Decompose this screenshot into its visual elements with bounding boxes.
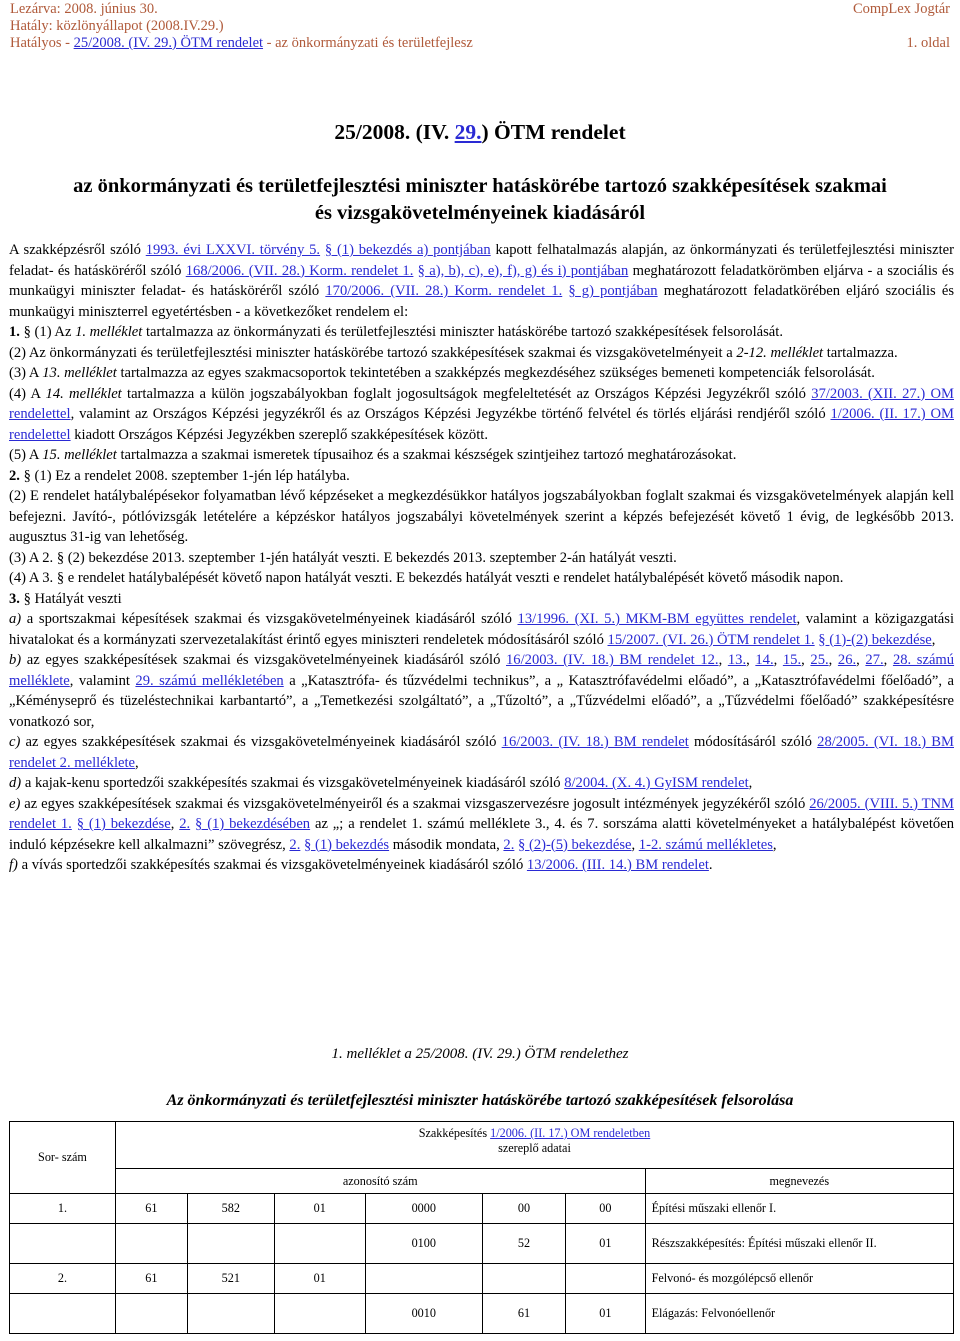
decree-link[interactable]: 15/2007. (VI. 26.) ÖTM rendelet 1. — [607, 631, 815, 648]
page-number: 1. oldal — [906, 35, 950, 51]
item-c: c) az egyes szakképesítések szakmai és vizsgakövetelményeinek kiadásáról szóló 16/2003. (IV. 18.) BM rendelet módosításáról szóló 28/2005. (VI. 18.) BM rendelet 2. melléklete, — [9, 734, 954, 771]
law-link[interactable]: 1993. évi LXXVI. törvény 5. — [145, 242, 321, 258]
decree-link[interactable]: 37/2003. (XII. 27.) OM rendelettel — [9, 385, 954, 422]
header-okj: Szakképesítés 1/2006. (II. 17.) OM rendeletben szereplő adatai — [115, 1122, 953, 1169]
section-link[interactable]: 2. — [289, 836, 301, 853]
decree-link[interactable]: 13/1996. (XI. 5.) MKM-BM együttes rendelet — [517, 611, 797, 627]
decree-link[interactable]: 26/2005. (VIII. 5.) TNM rendelet 1. — [9, 795, 954, 832]
table-row: 1. 61 582 01 0000 00 00 Építési műszaki ellenőr I. — [10, 1194, 954, 1224]
section-1-4: (4) A 14. melléklet tartalmazza a külön jogszabályokban foglalt jogosultságok megfeleltetését az Országos Képzési Jegyzékről szóló 37/2003. (XII. 27.) OM rendelettel, valamint az Országos Képzési jegyzékről és az Országos Képzési Jegyzékbe történő felvétel és törlés eljárási rendjéről szóló 1/2006. (II. 17.) OM rendelettel kiadott Országos Képzési Jegyzékben szereplő szakképesítések között. — [9, 385, 954, 443]
item-a: a) a sportszakmai képesítések szakmai és vizsgakövetelményeinek kiadásáról szóló 13/1996. (XI. 5.) MKM-BM együttes rendelet, valamint a közigazgatási hivatalokat és a kormányzati szervezetalakítást érintő egyes miniszteri rendeletek módosításáról szóló 15/2007. (VI. 26.) ÖTM rendelet 1. § (1)-(2) bekezdése, — [9, 611, 955, 648]
decree-link[interactable]: 1/2006. (II. 17.) OM rendelettel — [9, 406, 954, 443]
date-link[interactable]: 29. — [454, 120, 482, 144]
section-2-3: (3) A 2. § (2) bekezdése 2013. szeptember 1-jén hatályát veszti. E bekezdés 2013. szeptember 2-án hatályát veszti. — [9, 549, 677, 566]
decree-number: 25/2008. (IV. 29.) ÖTM rendelet — [334, 120, 626, 144]
annex-reference: 1. melléklet a 25/2008. (IV. 29.) ÖTM rendelethez — [331, 1046, 629, 1062]
decree-body — [9, 240, 954, 876]
annex-link[interactable]: 25. — [810, 652, 829, 668]
section-link[interactable]: § (1) bekezdése — [76, 816, 171, 832]
qualification-table — [9, 1121, 954, 1334]
decree-link[interactable]: 16/2003. (IV. 18.) BM rendelet 12. — [506, 652, 719, 668]
section-3: 3. § Hatályát veszti — [9, 590, 122, 607]
effective-link[interactable]: 25/2008. (IV. 29.) ÖTM rendelet — [73, 35, 264, 51]
section-link[interactable]: § (1) bekezdés a) pontjában — [324, 242, 491, 258]
section-2-2: (2) E rendelet hatálybalépésekor folyamatban lévő képzéseket a megkezdésükkor hatályos jogszabályokban foglalt szakmai és vizsgakövetelmények alapján kell befejezni. Javító-, pótlóvizsgák letételére a képzéskor hatályos jogszabályi követelmények szerint a képzés befejezését követő 1 évig, de legkésőbb 2013. augusztus 31-ig van lehetőség. — [9, 488, 954, 545]
table-header-row — [10, 1122, 954, 1169]
table-row: 2. 61 521 01 Felvonó- és mozgólépcső ellenőr — [10, 1264, 954, 1294]
section-link[interactable]: § (1) bekezdés — [304, 836, 390, 853]
page-header-right — [853, 1, 950, 52]
decree-link[interactable]: 8/2004. (X. 4.) GyISM rendelet — [564, 775, 749, 791]
header-megnevezes: megnevezés — [645, 1169, 953, 1194]
table-subheader-row — [10, 1169, 954, 1194]
closed-date: Lezárva: 2008. június 30. — [10, 1, 158, 17]
decree-link[interactable]: 168/2006. (VII. 28.) Korm. rendelet 1. — [185, 262, 414, 279]
section-2-1: 2. § (1) Ez a rendelet 2008. szeptember 1-jén lép hatályba. — [9, 467, 350, 484]
section-link[interactable]: § g) pontjában — [568, 283, 658, 299]
item-b: b) az egyes szakképesítések szakmai és vizsgakövetelményeinek kiadásáról szóló 16/2003. (IV. 18.) BM rendelet 12., 13., 14., 15., 25., 26., 27., 28. számú melléklete, valamint 29. számú mellékletében a „Katasztrófa- és tűzvédelmi technikus”, a „ Katasztrófavédelmi előadó”, a „Katasztrófavédelmi főelőadó”, a „Kéményseprő és tüzeléstechnikai karbantartó”, a „Temetkezési szolgáltató”, a „Tűzoltó”, a „Tűzvédelmi előadó”, a „Tűzvédelmi főelőadó” szakképesítésre vonatkozó sor, — [9, 652, 955, 730]
preamble: A szakképzésről szóló 1993. évi LXXVI. törvény 5. § (1) bekezdés a) pontjában kapott felhatalmazás alapján, az önkormányzati és területfejlesztési miniszter feladat- és hatásköréről szóló 168/2006. (VII. 28.) Korm. rendelet 1. § a), b), c), e), f), g) és i) pontjában meghatározott feladatkörömben eljárva - a szociális és munkaügyi miniszter feladat- és hatásköréről szóló 170/2006. (VII. 28.) Korm. rendelet 1. § g) pontjában meghatározott feladatkörében eljáró szociális és munkaügyi miniszterrel egyetértésben - a következőket rendelem el: — [9, 242, 955, 320]
section-1-5: (5) A 15. melléklet tartalmazza a szakmai ismeretek típusaihoz és a szakmai készségek szintjeihez tartozó meghatározásokat. — [9, 447, 737, 463]
section-link[interactable]: § (2)-(5) bekezdése — [518, 836, 632, 853]
item-f: f) a vívás sportedzői szakképesítés szakmai és vizsgakövetelményeinek kiadásáról szóló 13/2006. (III. 14.) BM rendelet. — [9, 857, 713, 873]
section-1-2: (2) Az önkormányzati és területfejlesztési miniszter hatáskörébe tartozó szakképesítések szakmai és vizsgakövetelményeit a 2-12. melléklet tartalmazza. — [9, 344, 898, 361]
page-header-left — [10, 1, 473, 52]
section-link[interactable]: § (1)-(2) bekezdése — [818, 631, 932, 648]
annex-link[interactable]: 29. számú mellékletében — [135, 672, 284, 689]
section-2-4: (4) A 3. § e rendelet hatálybalépését követő napon hatályát veszti. E bekezdés hatályát veszti e rendelet hatálybalépését követő második napon. — [9, 570, 844, 586]
item-d: d) a kajak-kenu sportedzői szakképesítés szakmai és vizsgakövetelményeinek kiadásáról szóló 8/2004. (X. 4.) GyISM rendelet, — [9, 775, 753, 791]
table-row: 0010 61 01 Elágazás: Felvonóellenőr — [10, 1294, 954, 1334]
annex-link[interactable]: 1-2. számú mellékletes — [638, 836, 773, 853]
header-azonosito: azonosító szám — [115, 1169, 645, 1194]
section-link[interactable]: § (1) bekezdésében — [195, 816, 311, 832]
annex-link[interactable]: 27. — [865, 652, 884, 668]
annex-link[interactable]: 13. — [727, 652, 747, 668]
section-link[interactable]: 2. — [503, 836, 515, 853]
annex-link[interactable]: 15. — [782, 652, 802, 668]
header-sorszam: Sor- szám — [10, 1122, 116, 1194]
decree-subject: az önkormányzati és területfejlesztési miniszter hatáskörébe tartozó szakképesítések szakmai és vizsgakövetelményeinek kiadásáról — [73, 175, 887, 224]
effect-state: Hatály: közlönyállapot (2008.IV.29.) — [10, 18, 224, 34]
section-1-1: 1. § (1) Az 1. melléklet tartalmazza az önkormányzati és területfejlesztési miniszter hatáskörébe tartozó szakképesítések felsorolását. — [9, 324, 783, 340]
section-link[interactable]: § a), b), c), e), f), g) és i) pontjában — [417, 262, 629, 279]
effective-line: Hatályos - 25/2008. (IV. 29.) ÖTM rendelet - az önkormányzati és területfejlesz — [10, 35, 473, 51]
decree-link[interactable]: 28/2005. (VI. 18.) BM rendelet 2. melléklete — [9, 734, 954, 771]
item-e: e) az egyes szakképesítések szakmai és vizsgakövetelményeiről és a szakmai vizsgaszervezésre jogosult intézmények jegyzékéről szóló 26/2005. (VIII. 5.) TNM rendelet 1. § (1) bekezdése, 2. § (1) bekezdésében az „; a rendelet 1. számú melléklete 3., 4. és 7. sorszáma alatti követelményeket a hatálybalépést követően induló képzésekre kell alkalmazni” szövegrész, 2. § (1) bekezdés második mondata, 2. § (2)-(5) bekezdése, 1-2. számú mellékletes, — [9, 795, 955, 853]
annex-title: Az önkormányzati és területfejlesztési miniszter hatáskörébe tartozó szakképesítések felsorolása — [166, 1092, 794, 1109]
section-link[interactable]: 2. — [179, 816, 191, 832]
table-row: 0100 52 01 Részszakképesítés: Építési műszaki ellenőr II. — [10, 1224, 954, 1264]
decree-link[interactable]: 1/2006. (II. 17.) OM rendeletben — [490, 1126, 651, 1140]
annex-link[interactable]: 28. számú melléklete — [9, 652, 955, 689]
annex-link[interactable]: 26. — [837, 652, 857, 668]
annex-link[interactable]: 14. — [755, 652, 774, 668]
decree-link[interactable]: 170/2006. (VII. 28.) Korm. rendelet 1. — [325, 283, 563, 299]
decree-link[interactable]: 13/2006. (III. 14.) BM rendelet — [526, 857, 709, 873]
decree-link[interactable]: 16/2003. (IV. 18.) BM rendelet — [501, 734, 689, 750]
section-1-3: (3) A 13. melléklet tartalmazza az egyes szakmacsoportok tekintetében a szakképzés megkezdéséhez szükséges bemeneti kompetenciák felsorolását. — [9, 365, 875, 381]
brand-name: CompLex Jogtár — [852, 1, 950, 17]
